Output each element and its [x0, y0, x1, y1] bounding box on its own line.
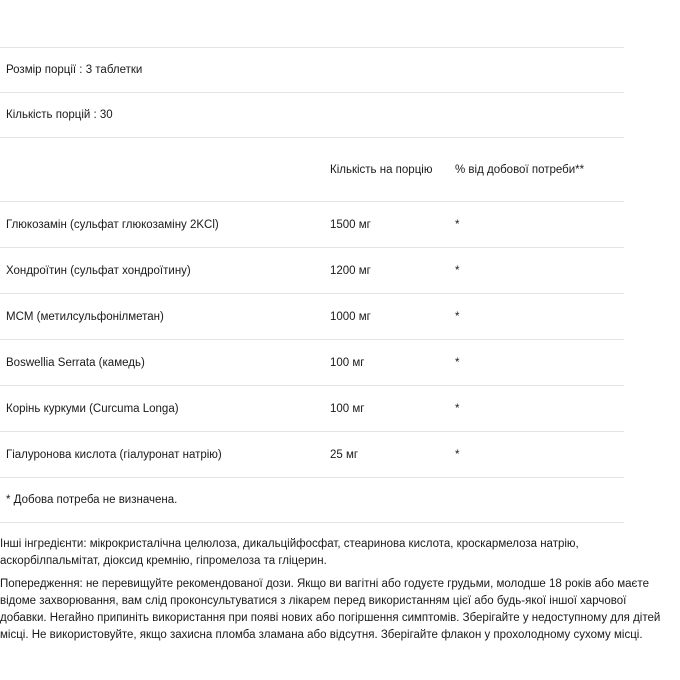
ingredient-amount: 25 мг [330, 448, 359, 461]
other-ingredients: Інші інгредієнти: мікрокристалічна целюлоза, дикальційфосфат, стеаринова кислота, кроскармелоза натрію, аскорбілпальмітат, діоксид кремнію, гіпромелоза та гліцерин. [0, 538, 579, 567]
ingredient-name: MCM (метилсульфонілметан) [6, 310, 164, 323]
table-row [0, 293, 624, 339]
ingredient-amount: 1500 мг [330, 218, 371, 231]
table-row [0, 431, 624, 477]
ingredient-daily-value: * [455, 402, 460, 415]
ingredient-name: Хондроїтин (сульфат хондроїтину) [6, 264, 191, 277]
ingredient-name: Корінь куркуми (Curcuma Longa) [6, 402, 179, 415]
ingredient-name: Boswellia Serrata (камедь) [6, 356, 145, 369]
ingredient-amount: 1000 мг [330, 310, 371, 323]
ingredient-name: Глюкозамін (сульфат глюкозаміну 2KCl) [6, 218, 219, 231]
ingredient-daily-value: * [455, 218, 460, 231]
serving-size-row [0, 47, 624, 92]
ingredient-daily-value: * [455, 448, 460, 461]
ingredient-daily-value: * [455, 264, 460, 277]
table-row [0, 385, 624, 431]
servings-count: Кількість порцій : 30 [6, 109, 113, 121]
ingredient-amount: 100 мг [330, 356, 365, 369]
ingredient-amount: 1200 мг [330, 264, 371, 277]
table-row [0, 247, 624, 293]
serving-size: Розмір порції : 3 таблетки [6, 64, 143, 76]
supplement-facts-table [0, 47, 624, 523]
header-daily-value: % від добової потреби** [455, 163, 585, 176]
warning-text: Попередження: не перевищуйте рекомендованої дози. Якщо ви вагітні або годуєте грудьми, молодше 18 років або маєте відоме захворювання, вам слід проконсультуватися з лікарем перед використанням цієї або будь-якої іншої харчової добавки. Негайно припиніть використання при появі нових або погіршення симптомів. Зберігайте у недоступному для дітей місці. Не використовуйте, якщо захисна пломба зламана або відсутня. Зберігайте флакон у прохолодному сухому місці. [0, 578, 661, 641]
ingredient-name: Гіалуронова кислота (гіалуронат натрію) [6, 448, 222, 461]
servings-count-row [0, 92, 624, 137]
footnote-row [0, 477, 624, 523]
table-row [0, 339, 624, 385]
table-header-row [0, 137, 624, 201]
table-row [0, 201, 624, 247]
header-amount: Кількість на порцію [330, 163, 433, 176]
ingredient-amount: 100 мг [330, 402, 365, 415]
ingredient-daily-value: * [455, 356, 460, 369]
footnote: * Добова потреба не визначена. [6, 494, 178, 506]
ingredient-daily-value: * [455, 310, 460, 323]
